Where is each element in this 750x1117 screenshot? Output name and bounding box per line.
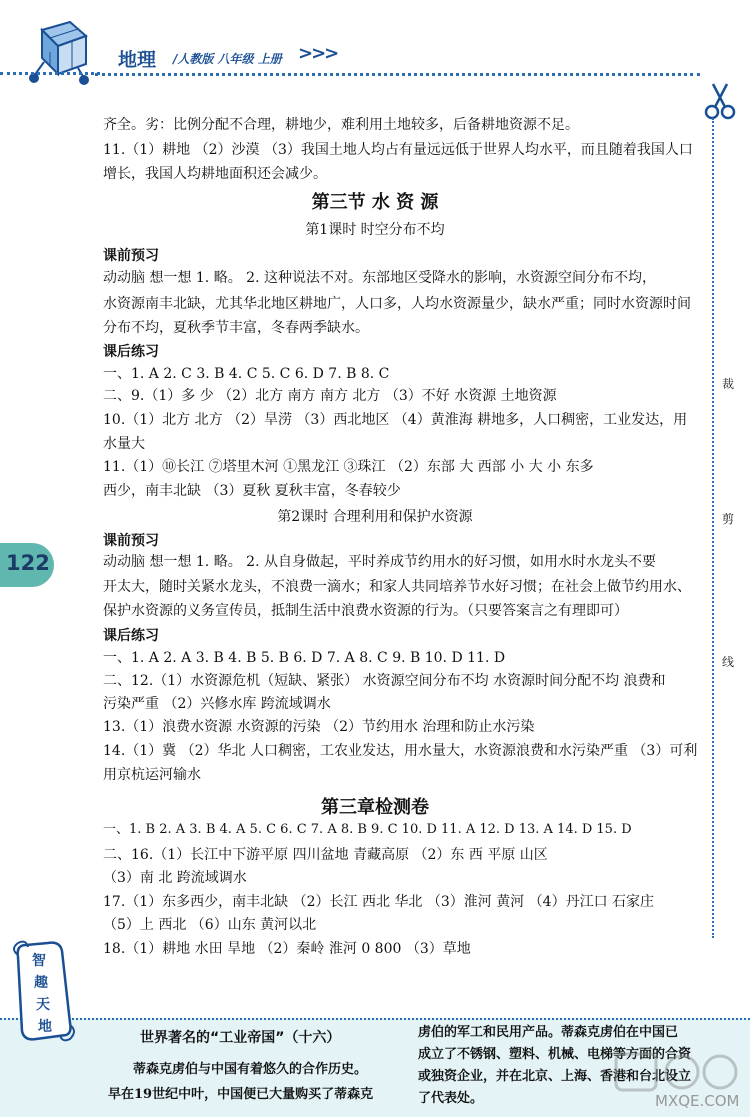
margin-word-cut: 裁: [722, 377, 735, 391]
margin-word-line: 线: [722, 655, 735, 669]
banner-text-line: 早在19世纪中叶，中国便已大量购买了蒂森克: [108, 1087, 374, 1102]
text-line: 18.（1）耕地 水田 旱地 （2）秦岭 淮河 0 800 （3）草地: [103, 941, 471, 957]
text-line: 11.（1）⑩长江 ⑦塔里木河 ①黑龙江 ③珠江 （2）东部 大 西部 小 大 小 东多: [103, 459, 594, 475]
scroll-char: 天: [36, 997, 50, 1013]
banner-text-line: 了代表处。: [418, 1091, 484, 1106]
text-line: 保护水资源的义务宣传员，抵制生活中浪费水资源的行为。（只要答案言之有理即可）: [103, 603, 628, 619]
text-line: 一、1. B 2. A 3. B 4. A 5. C 6. C 7. A 8. B 9. C 10. D 11. A 12. D 13. A 14. D 15. D: [103, 822, 632, 837]
watermark-text: MXQE.COM: [655, 1092, 740, 1110]
page-number: 122: [6, 551, 50, 575]
text-line: 13.（1）浪费水资源 水资源的污染 （2）节约用水 治理和防止水污染: [103, 719, 535, 735]
test-title: 第三章检测卷: [321, 797, 429, 818]
post-practice-label: 课后练习: [103, 628, 159, 644]
header-dotted-line: [95, 73, 700, 76]
text-line: （5）上 西北 （6）山东 黄河以北: [103, 917, 317, 933]
banner-text-line: 虏伯的军工和民用产品。蒂森克虏伯在中国已: [418, 1025, 679, 1040]
text-line: 开太大，随时关紧水龙头，不浪费一滴水；和家人共同培养节水好习惯；在社会上做节约用水、: [103, 579, 691, 595]
text-line: 10.（1）北方 北方 （2）旱涝 （3）西北地区 （4）黄淮海 耕地多，人口稠密，工业发达，用: [103, 412, 688, 428]
banner-text-line: 蒂森克虏伯与中国有着悠久的合作历史。: [133, 1062, 368, 1077]
banner-title: 世界著名的“工业帝国”（十六）: [140, 1030, 341, 1046]
header-subject: 地理: [118, 49, 157, 71]
margin-word-trim: 剪: [722, 512, 735, 526]
banner-text-line: 或独资企业，并在北京、上海、香港和台北设立: [418, 1069, 692, 1084]
scroll-char: 智: [32, 953, 46, 969]
text-line: 西少，南丰北缺 （3）夏秋 夏秋丰富，冬春较少: [103, 483, 401, 499]
text-line: 14.（1）冀 （2）华北 人口稠密，工农业发达，用水量大，水资源浪费和水污染严重 （3）可利: [103, 743, 698, 759]
section-title: 第三节 水 资 源: [311, 192, 439, 213]
header-dotted-rule: [0, 72, 100, 79]
text-line: 一、1. A 2. A 3. B 4. B 5. B 6. D 7. A 8. C 9. B 10. D 11. D: [103, 650, 506, 666]
lesson-title: 第2课时 合理利用和保护水资源: [277, 509, 473, 525]
pre-study-label: 课前预习: [103, 533, 159, 549]
text-line: 水量大: [103, 436, 145, 452]
post-practice-label: 课后练习: [103, 344, 159, 360]
text-line: 水资源南丰北缺，尤其华北地区耕地广，人口多，人均水资源量少，缺水严重；同时水资源时间: [103, 296, 691, 312]
text-line: 17.（1）东多西少，南丰北缺 （2）长江 西北 华北 （3）淮河 黄河 （4）丹江口 石家庄: [103, 894, 655, 910]
scroll-char: 趣: [34, 975, 48, 991]
header-chevrons: >>>: [298, 43, 338, 64]
text-line: 二、9.（1）多 少 （2）北方 南方 南方 北方 （3）不好 水资源 土地资源: [103, 388, 557, 404]
text-line: 动动脑 想一想 1. 略。 2. 这种说法不对。东部地区受降水的影响，水资源空间分布不均，: [103, 270, 656, 286]
text-line: 二、12.（1）水资源危机（短缺、紧张） 水资源空间分布不均 水资源时间分配不均 浪费和: [103, 673, 666, 689]
scissors-icon: [703, 82, 737, 120]
text-line: （3）南 北 跨流域调水: [103, 870, 247, 886]
text-line: 污染严重 （2）兴修水库 跨流域调水: [103, 696, 331, 712]
text-line: 一、1. A 2. C 3. B 4. C 5. C 6. D 7. B 8. C: [103, 366, 390, 382]
text-line: 11.（1）耕地 （2）沙漠 （3）我国土地人均占有量远远低于世界人均水平，而且随着我国人口: [103, 142, 693, 158]
scroll-char: 地: [38, 1019, 52, 1035]
header-edition: /人教版 八年级 上册: [173, 52, 282, 66]
text-line: 二、16.（1）长江中下游平原 四川盆地 青藏高原 （2）东 西 平原 山区: [103, 847, 548, 863]
text-line: 增长，我国人均耕地面积还会减少。: [103, 166, 327, 182]
banner-text-line: 成立了不锈钢、塑料、机械、电梯等方面的合资: [418, 1047, 692, 1062]
pre-study-label: 课前预习: [103, 248, 159, 264]
lesson-title: 第1课时 时空分布不均: [305, 222, 445, 238]
text-line: 动动脑 想一想 1. 略。 2. 从自身做起，平时养成节约用水的好习惯，如用水时水龙头不要: [103, 554, 656, 570]
text-line: 齐全。劣：比例分配不合理，耕地少，难利用土地较多，后备耕地资源不足。: [103, 117, 579, 133]
text-line: 分布不均，夏秋季节丰富，冬春两季缺水。: [103, 320, 369, 336]
text-line: 用京杭运河输水: [103, 767, 201, 783]
